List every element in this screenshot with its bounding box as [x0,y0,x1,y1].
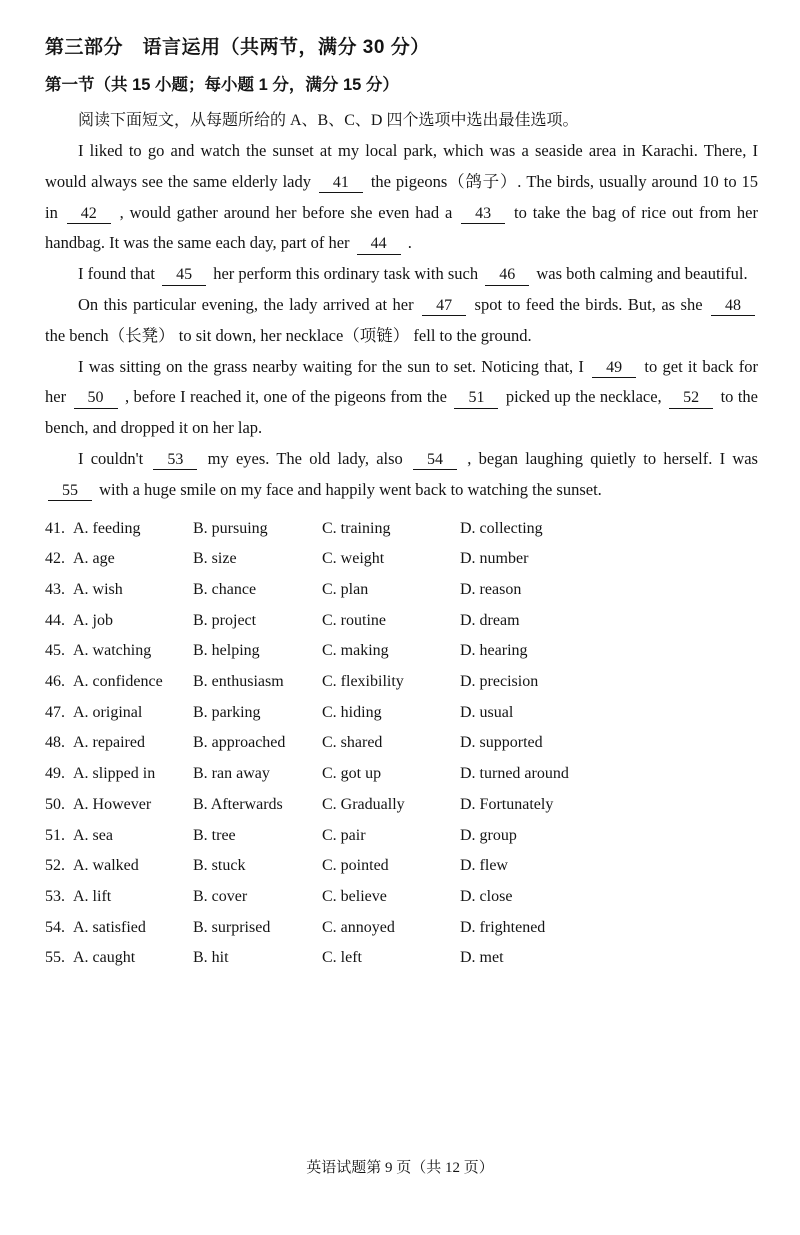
question-number: 44. [45,611,65,629]
choice-b: B. parking [193,703,261,721]
choice-a: A. sea [73,826,113,844]
question-row-43 [45,575,758,606]
choice-b: B. approached [193,734,286,752]
question-row-45 [45,636,758,667]
cloze-blank-46: 46 [485,266,529,285]
choice-c: C. training [322,519,391,537]
question-row-41 [45,514,758,545]
choice-c: C. annoyed [322,918,395,936]
choice-b: B. hit [193,949,229,967]
passage-paragraph: On this particular evening, the lady arrived at her 47 spot to feed the birds. But, as she 48 the bench（长凳） to sit down, her necklace（项链） fell to the ground. [45,290,758,352]
choice-d: D. number [460,550,529,568]
cloze-blank-44: 44 [357,235,401,254]
question-row-51 [45,821,758,852]
cloze-blank-45: 45 [162,266,206,285]
question-row-48 [45,728,758,759]
choice-c: C. got up [322,765,382,783]
choice-c: C. weight [322,550,385,568]
choice-b: B. pursuing [193,519,268,537]
choice-d: D. turned around [460,765,569,783]
choice-d: D. supported [460,734,543,752]
choice-a: A. age [73,550,115,568]
instructions: 阅读下面短文，从每题所给的 A、B、C、D 四个选项中选出最佳选项。 [78,112,579,129]
choice-b: B. cover [193,888,248,905]
question-row-55 [45,943,758,974]
question-number: 47. [45,703,65,721]
question-row-53 [45,882,758,913]
cloze-blank-51: 51 [454,389,498,408]
choice-d: D. group [460,826,517,844]
choice-d: D. dream [460,611,520,629]
passage-paragraph: I was sitting on the grass nearby waiting for the sun to set. Noticing that, I 49 to get it back for her 50 , before I reached it, one of the pigeons from the 51 picked up the necklace, 52 to the bench, and dropped it on her lap. [45,356,758,438]
choice-a: A. slipped in [73,765,156,783]
question-row-42 [45,544,758,575]
choice-d: D. Fortunately [460,795,554,813]
choice-b: B. ran away [193,765,270,783]
choice-c: C. routine [322,611,386,629]
choice-c: C. hiding [322,703,382,721]
choice-d: D. hearing [460,642,528,660]
question-row-46 [45,667,758,698]
question-number: 49. [45,765,65,783]
options-list [45,514,758,975]
choice-d: D. met [460,949,504,967]
choice-d: D. usual [460,703,514,721]
choice-d: D. collecting [460,519,543,537]
choice-d: D. frightened [460,918,546,936]
cloze-blank-53: 53 [153,451,197,470]
passage-paragraph: I found that 45 her perform this ordinary task with such 46 was both calming and beautiful. [45,259,758,290]
question-row-52 [45,851,758,882]
cloze-blank-41: 41 [319,174,363,193]
question-row-47 [45,698,758,729]
question-row-49 [45,759,758,790]
choice-a: A. confidence [73,673,163,691]
cloze-blank-52: 52 [669,389,713,408]
choice-c: C. flexibility [322,673,404,691]
choice-a: A. original [73,703,143,721]
question-number: 51. [45,826,65,844]
question-number: 55. [45,949,65,967]
question-number: 50. [45,795,65,813]
choice-a: A. watching [73,642,152,660]
choice-d: D. flew [460,857,508,875]
question-row-44 [45,606,758,637]
choice-b: B. size [193,550,237,568]
choice-a: A. However [73,795,152,813]
choice-a: A. wish [73,580,123,598]
passage-paragraph: I couldn't 53 my eyes. The old lady, also 54 , began laughing quietly to herself. I was 55 with a huge smile on my face and happily went back to watching the sunset. [45,444,758,506]
cloze-blank-47: 47 [422,297,466,316]
choice-c: C. Gradually [322,795,405,813]
choice-a: A. feeding [73,519,141,537]
cloze-blank-50: 50 [74,389,118,408]
choice-c: C. making [322,642,389,660]
cloze-blank-49: 49 [592,359,636,378]
question-number: 54. [45,918,65,936]
question-number: 53. [45,888,65,905]
choice-b: B. project [193,611,257,629]
cloze-blank-54: 54 [413,451,457,470]
choice-a: A. job [73,611,113,629]
choice-d: D. precision [460,673,539,691]
choice-b: B. chance [193,580,257,598]
cloze-blank-48: 48 [711,297,755,316]
choice-a: A. lift [73,888,112,905]
choice-d: D. reason [460,580,522,598]
choice-c: C. pair [322,826,366,844]
choice-c: C. believe [322,888,387,905]
choice-a: A. caught [73,949,136,967]
cloze-blank-43: 43 [461,205,505,224]
question-number: 46. [45,673,65,691]
choice-b: B. surprised [193,918,271,936]
question-number: 45. [45,642,65,660]
question-number: 41. [45,519,65,537]
passage-paragraph: I liked to go and watch the sunset at my local park, which was a seaside area in Karachi. There, I would always see the same elderly lady 41 the pigeons（鸽子）. The birds, usually around 10 to 15 in 42 , would gather around her before she even had a 43 to take the bag of rice out from her handbag. It was the same each day, part of her 44 . [45,136,758,259]
page-footer: 英语试题第 9 页（共 12 页） [306,1160,494,1176]
question-row-50 [45,790,758,821]
cloze-blank-42: 42 [67,205,111,224]
choice-a: A. walked [73,857,139,875]
choice-b: B. stuck [193,857,246,875]
choice-c: C. plan [322,580,369,598]
question-number: 43. [45,580,65,598]
choice-b: B. Afterwards [193,795,283,813]
choice-a: A. satisfied [73,918,146,936]
choice-b: B. enthusiasm [193,673,284,691]
question-row-54 [45,913,758,944]
section-title: 第一节（共 15 小题；每小题 1 分，满分 15 分） [45,76,399,94]
question-number: 42. [45,550,65,568]
choice-b: B. tree [193,826,236,844]
choice-a: A. repaired [73,734,145,752]
choice-b: B. helping [193,642,260,660]
cloze-blank-55: 55 [48,482,92,501]
choice-d: D. close [460,888,513,905]
choice-c: C. pointed [322,857,389,875]
choice-c: C. shared [322,734,383,752]
cloze-passage [45,136,758,506]
choice-c: C. left [322,949,362,967]
part-title: 第三部分 语言运用（共两节，满分 30 分） [45,37,430,58]
question-number: 48. [45,734,65,752]
question-number: 52. [45,857,65,875]
